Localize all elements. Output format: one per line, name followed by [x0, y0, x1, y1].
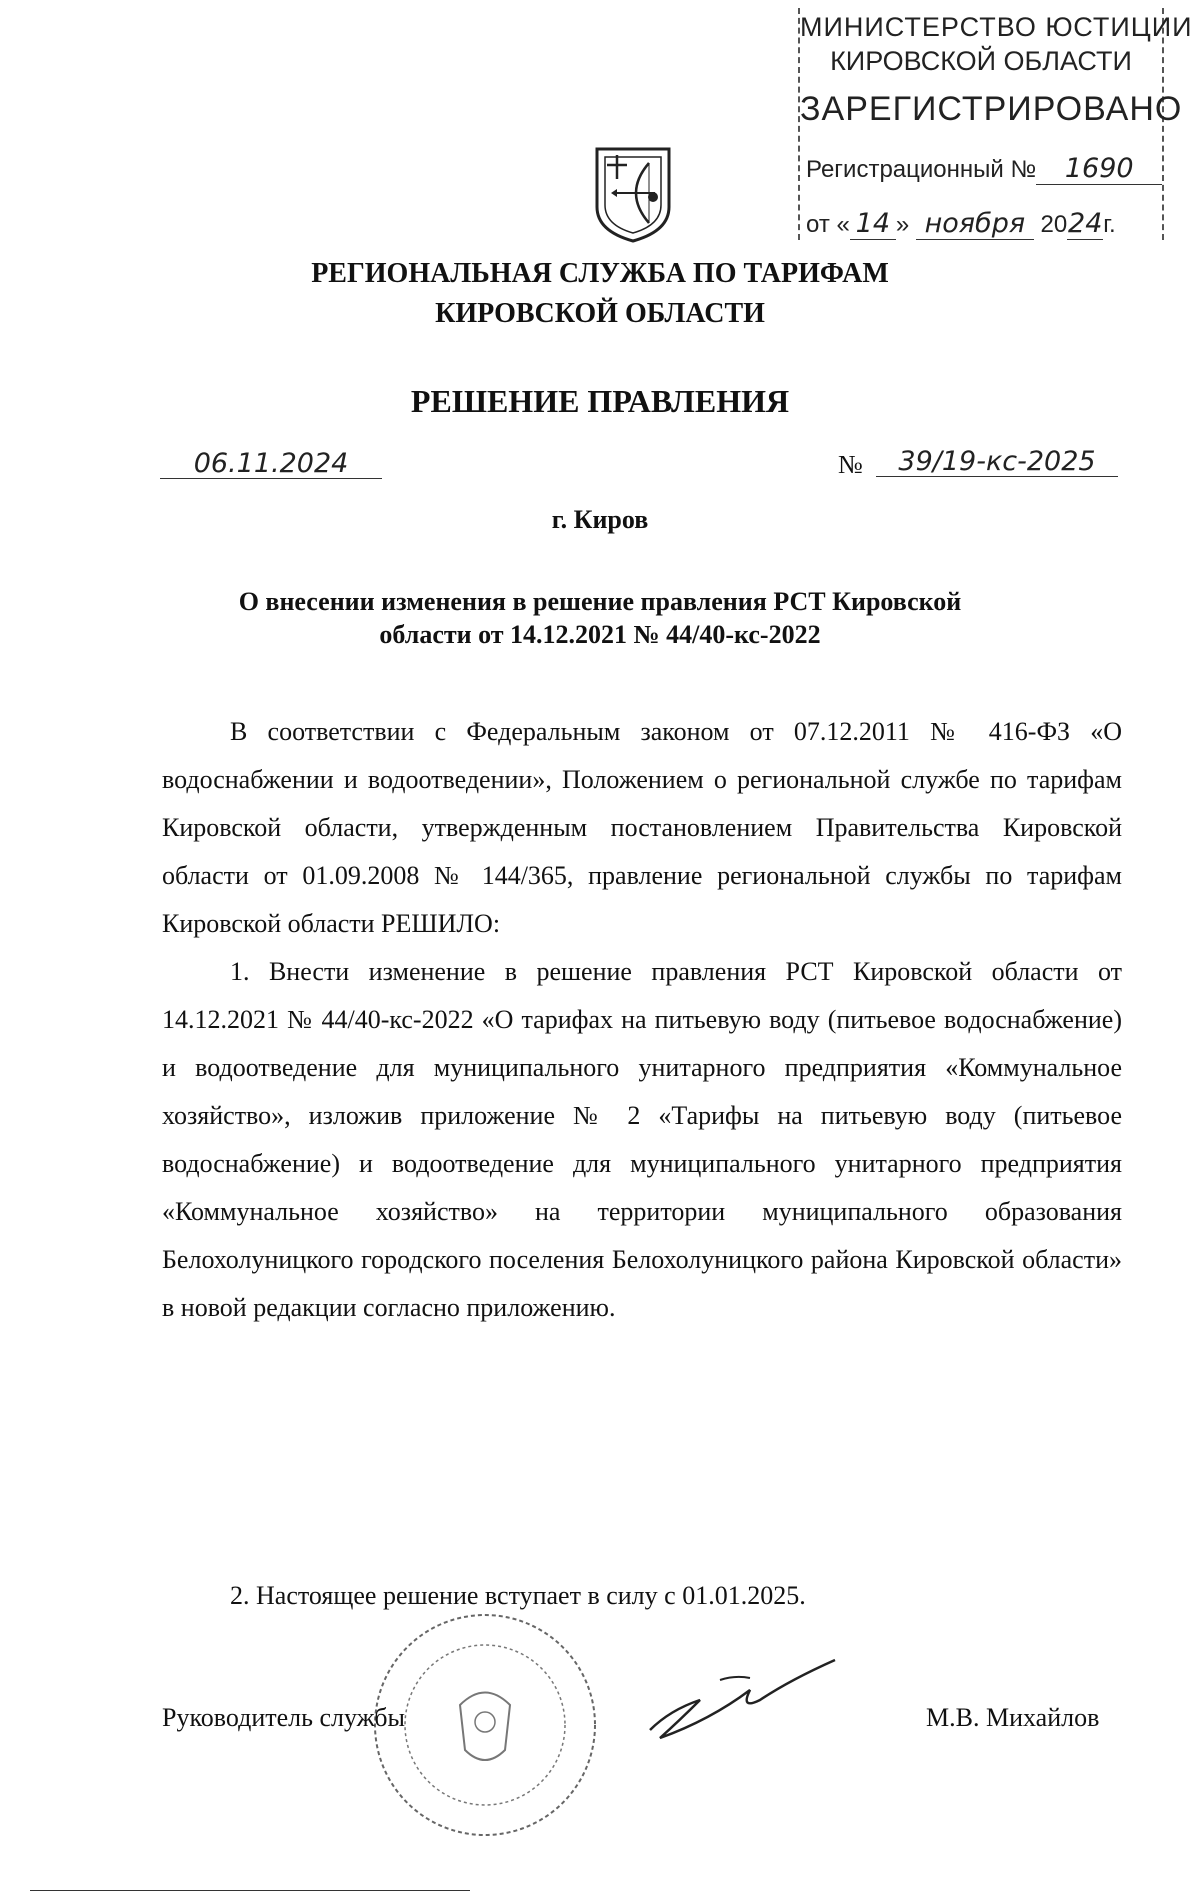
registration-stamp [798, 8, 1193, 240]
subject-line2: области от 14.12.2021 № 44/40-кс-2022 [379, 620, 821, 649]
coat-of-arms-emblem [593, 145, 673, 245]
stamp-date-year-suffix: 24 [1068, 208, 1103, 239]
document-title: РЕШЕНИЕ ПРАВЛЕНИЯ [410, 383, 790, 419]
document-number: 39/19-кс-2025 [876, 446, 1118, 477]
stamp-reg-number: 1690 [1036, 153, 1162, 185]
document-number-row [838, 448, 1124, 478]
stamp-status: ЗАРЕГИСТРИРОВАНО [800, 90, 1183, 128]
document-city: г. Киров [551, 505, 649, 534]
stamp-date-end: г. [1103, 211, 1116, 238]
document-subject [0, 585, 1200, 651]
stamp-date-year-prefix: 20 [1040, 211, 1068, 238]
stamp-ministry-line1: МИНИСТЕРСТВО ЮСТИЦИИ [800, 12, 1193, 42]
stamp-reg-row [806, 153, 1168, 185]
signatory-name: М.В. Михайлов [926, 1703, 1100, 1732]
handwritten-signature [640, 1640, 840, 1750]
stamp-date-row [806, 208, 1168, 240]
document-date: 06.11.2024 [160, 448, 382, 479]
subject-line1: О внесении изменения в решение правления РСТ Кировской [238, 587, 962, 616]
stamp-date-mid: » [895, 211, 910, 238]
organization-name [0, 254, 1200, 334]
organization-line2: КИРОВСКОЙ ОБЛАСТИ [435, 298, 765, 329]
stamp-ministry-line2: КИРОВСКОЙ ОБЛАСТИ [830, 46, 1132, 76]
stamp-reg-label: Регистрационный № [806, 156, 1037, 183]
stamp-date-day: 14 [850, 208, 896, 240]
signatory-role: Руководитель службы [162, 1703, 405, 1732]
paragraph-item-2: 2. Настоящее решение вступает в силу с 01.01.2025. [230, 1581, 806, 1610]
number-sign: № [838, 450, 863, 479]
stamp-date-prefix: от « [806, 211, 850, 238]
paragraph-preamble: В соответствии с Федеральным законом от 07.12.2011 № 416-ФЗ «О водоснабжении и водоотведении», Положением о региональной службе по тарифам Кировской области, утвержденным постановлением Правительства Кировской области от 01.09.2008 № 144/365, правление региональной службы по тарифам Кировской области РЕШИЛО: [162, 717, 1122, 938]
stamp-date-month: ноября [916, 208, 1034, 240]
paragraph-item-1: 1. Внести изменение в решение правления РСТ Кировской области от 14.12.2021 № 44/40-кс-2022 «О тарифах на питьевую воду (питьевое водоснабжение) и водоотведение для муниципального унитарного предприятия «Коммунальное хозяйство», изложив приложение № 2 «Тарифы на питьевую воду (питьевое водоснабжение) и водоотведение для муниципального унитарного предприятия «Коммунальное хозяйство» на территории муниципального образования Белохолуницкого городского поселения Белохолуницкого района Кировской области» в новой редакции согласно приложению. [162, 957, 1122, 1322]
organization-line1: РЕГИОНАЛЬНАЯ СЛУЖБА ПО ТАРИФАМ [311, 258, 889, 289]
